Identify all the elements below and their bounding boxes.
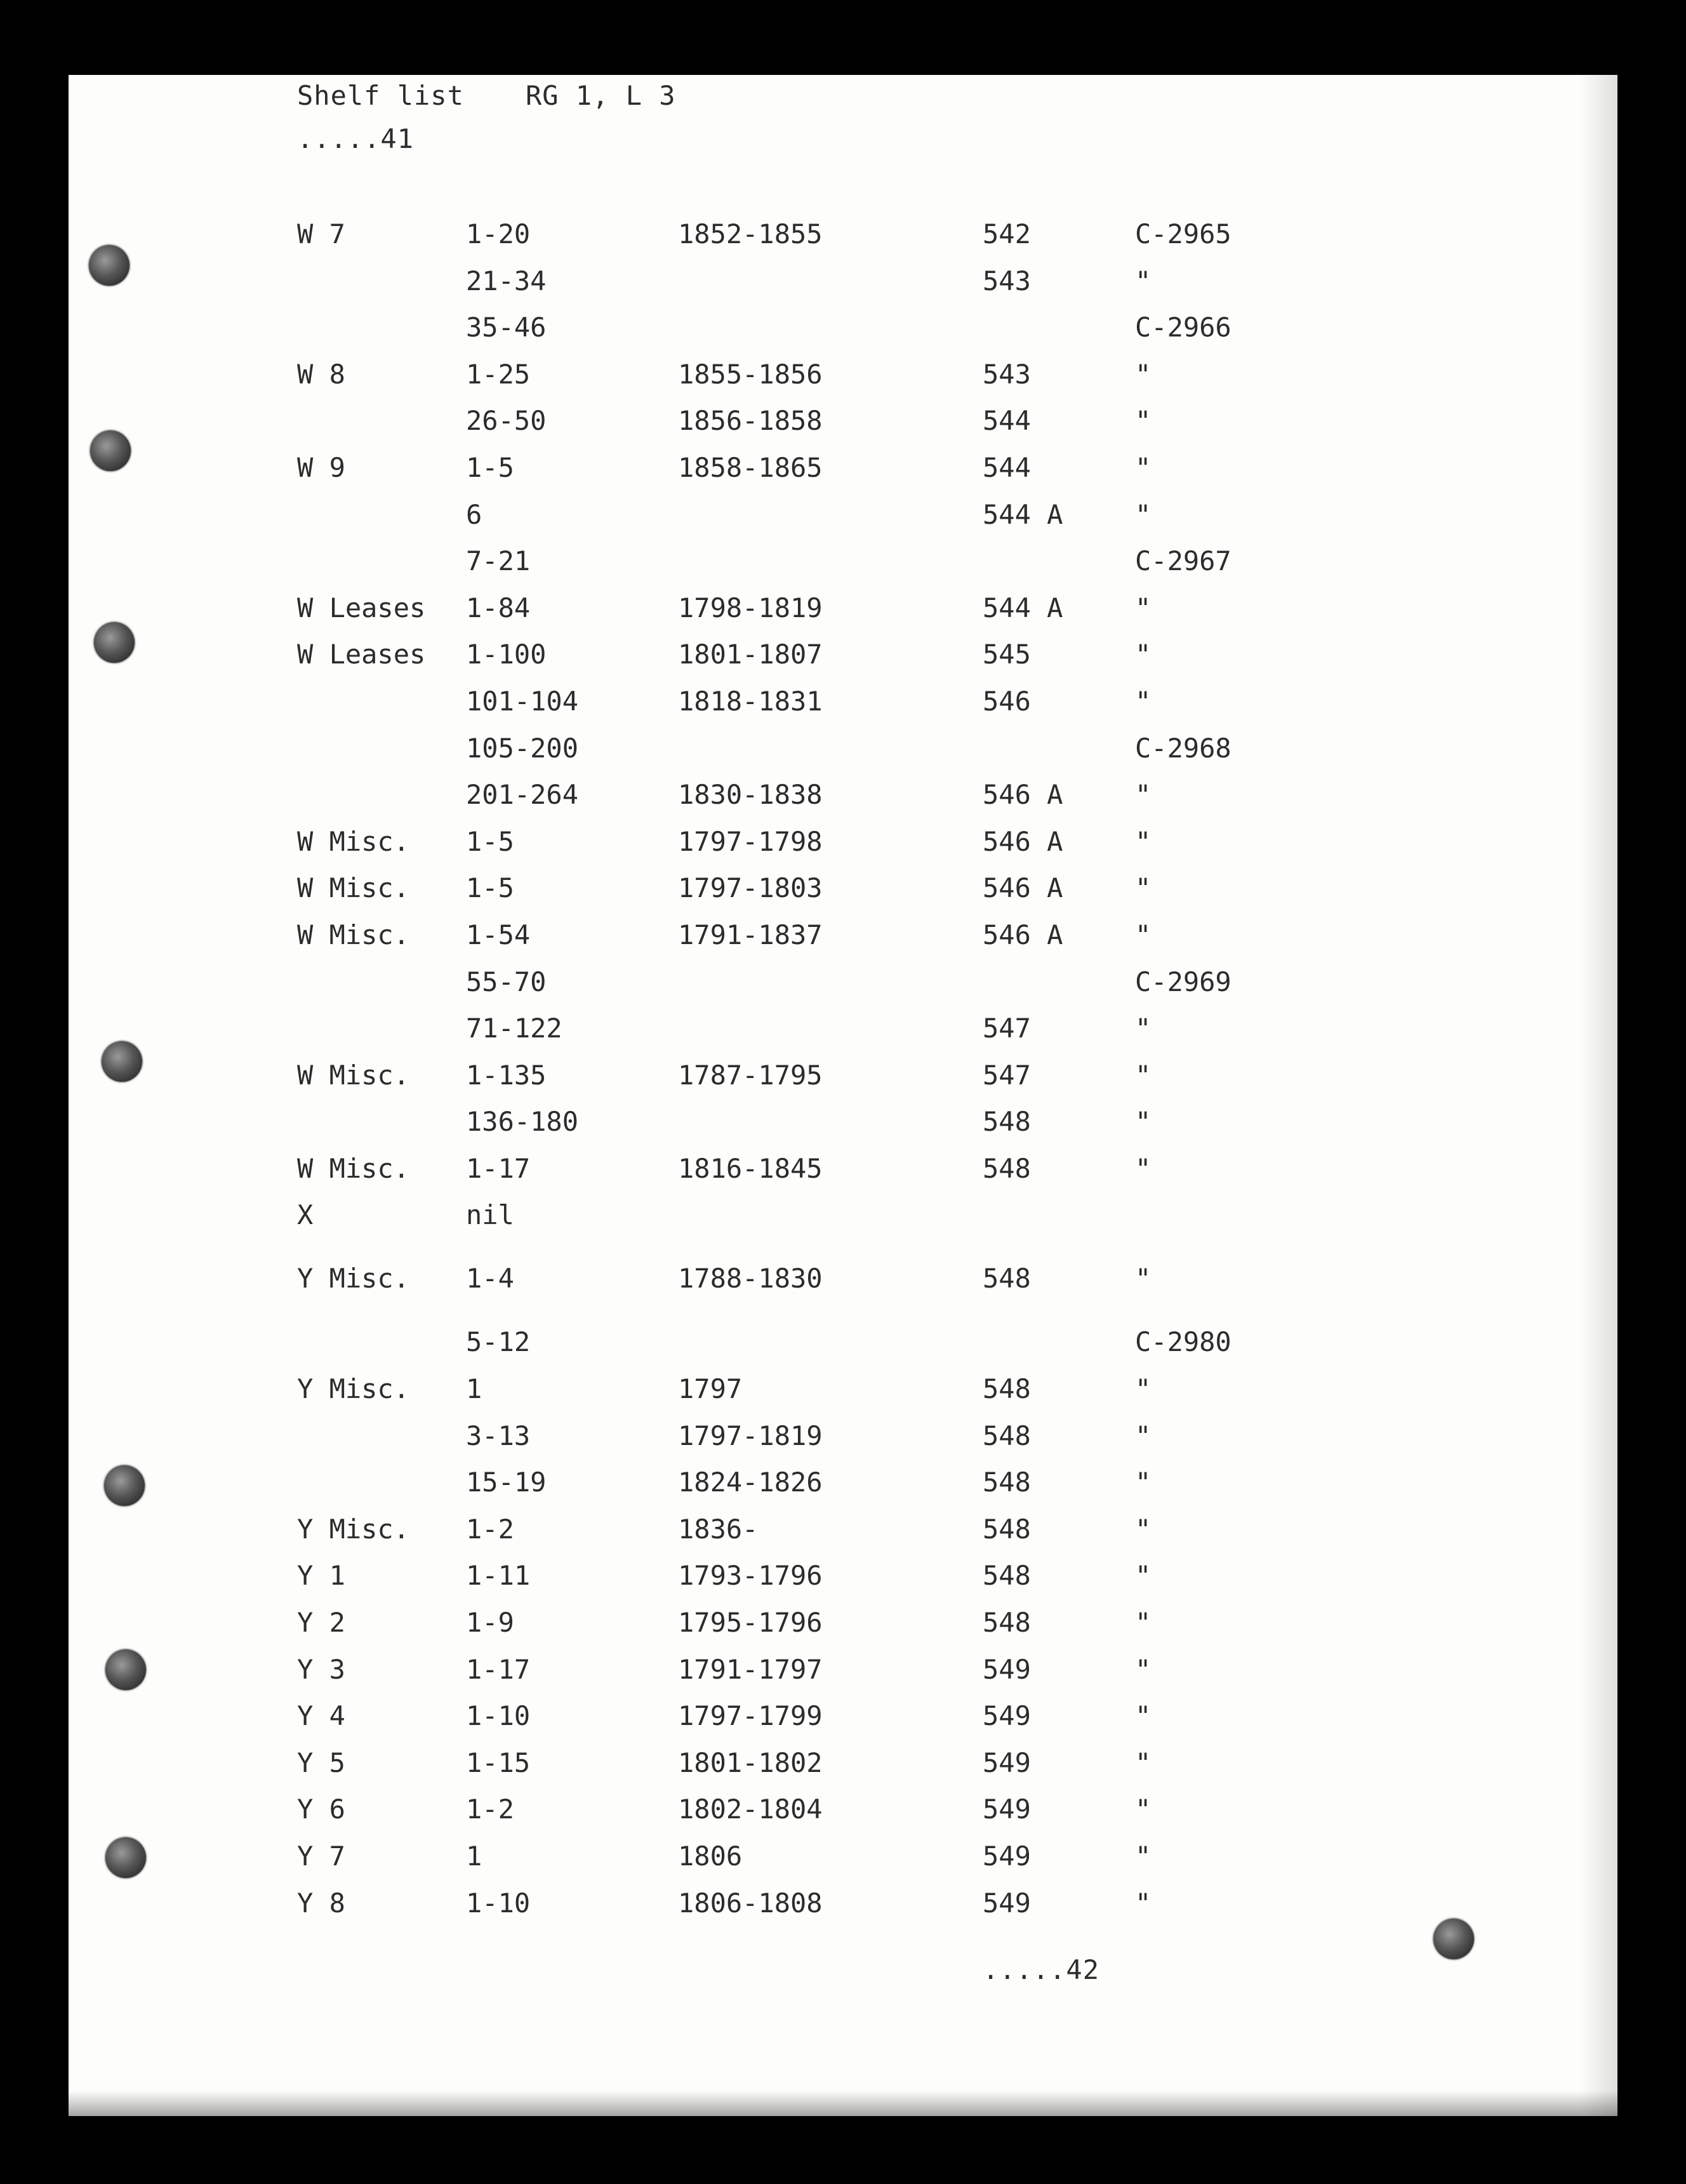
items-cell: 1-11 xyxy=(466,1560,531,1592)
reel-cell: C-2968 xyxy=(1135,732,1231,764)
reel-cell: C-2980 xyxy=(1135,1326,1231,1358)
items-cell: 1-4 xyxy=(466,1263,514,1295)
box-cell: 543 xyxy=(983,358,1031,390)
table-row xyxy=(69,1467,1617,1514)
dates-cell: 1802-1804 xyxy=(678,1794,823,1825)
items-cell: 26-50 xyxy=(466,405,547,437)
dates-cell: 1858-1865 xyxy=(678,451,823,483)
table-row xyxy=(69,1106,1617,1153)
dates-cell: 1856-1858 xyxy=(678,405,823,437)
continued-on-marker: .....42 xyxy=(983,1954,1100,1985)
box-cell: 549 xyxy=(983,1653,1031,1685)
reel-cell: " xyxy=(1135,405,1152,437)
box-cell: 547 xyxy=(983,1059,1031,1091)
box-cell: 548 xyxy=(983,1106,1031,1138)
items-cell: 6 xyxy=(466,498,482,530)
table-row xyxy=(69,545,1617,592)
dates-cell: 1795-1796 xyxy=(678,1607,823,1639)
box-cell: 543 xyxy=(983,265,1031,296)
box-cell: 544 A xyxy=(983,592,1063,623)
page-header xyxy=(297,80,676,111)
box-cell: 549 xyxy=(983,1887,1031,1919)
series-cell: Y 8 xyxy=(297,1887,345,1919)
table-row xyxy=(69,826,1617,873)
reel-cell: " xyxy=(1135,1747,1152,1778)
table-row xyxy=(69,1326,1617,1373)
reel-cell: " xyxy=(1135,1887,1152,1919)
table-row xyxy=(69,1747,1617,1794)
dates-cell: 1793-1796 xyxy=(678,1560,823,1592)
dates-cell: 1852-1855 xyxy=(678,218,823,250)
series-cell: W 8 xyxy=(297,358,345,390)
items-cell: 35-46 xyxy=(466,312,547,343)
series-cell: W Leases xyxy=(297,592,426,623)
table-row xyxy=(69,218,1617,265)
series-cell: W Misc. xyxy=(297,1152,410,1184)
reel-cell: " xyxy=(1135,592,1152,623)
items-cell: 55-70 xyxy=(466,966,547,997)
reel-cell: " xyxy=(1135,1653,1152,1685)
box-cell: 548 xyxy=(983,1607,1031,1639)
dates-cell: 1797 xyxy=(678,1373,743,1405)
items-cell: 71-122 xyxy=(466,1013,562,1044)
dates-cell: 1797-1803 xyxy=(678,872,823,904)
dates-cell: 1797-1798 xyxy=(678,825,823,857)
table-row xyxy=(69,1373,1617,1420)
items-cell: 105-200 xyxy=(466,732,579,764)
reel-cell: " xyxy=(1135,1607,1152,1639)
box-cell: 545 xyxy=(983,639,1031,670)
reel-cell: " xyxy=(1135,1467,1152,1498)
dates-cell: 1816-1845 xyxy=(678,1152,823,1184)
items-cell: 21-34 xyxy=(466,265,547,296)
reel-cell: " xyxy=(1135,1420,1152,1451)
dates-cell: 1824-1826 xyxy=(678,1467,823,1498)
items-cell: 1-5 xyxy=(466,872,514,904)
items-cell: 1-15 xyxy=(466,1747,531,1778)
items-cell: 7-21 xyxy=(466,545,531,577)
series-cell: W Misc. xyxy=(297,825,410,857)
reel-cell: " xyxy=(1135,1152,1152,1184)
items-cell: 1-84 xyxy=(466,592,531,623)
dates-cell: 1801-1807 xyxy=(678,639,823,670)
series-cell: Y 3 xyxy=(297,1653,345,1685)
series-cell: Y 4 xyxy=(297,1700,345,1732)
table-row xyxy=(69,639,1617,686)
box-cell: 544 A xyxy=(983,498,1063,530)
dates-cell: 1791-1797 xyxy=(678,1653,823,1685)
dates-cell: 1787-1795 xyxy=(678,1059,823,1091)
items-cell: 1-17 xyxy=(466,1653,531,1685)
series-cell: Y 6 xyxy=(297,1794,345,1825)
dates-cell: 1788-1830 xyxy=(678,1263,823,1295)
items-cell: 1-5 xyxy=(466,825,514,857)
series-cell: Y 2 xyxy=(297,1607,345,1639)
box-cell: 546 A xyxy=(983,919,1063,950)
box-cell: 548 xyxy=(983,1420,1031,1451)
items-cell: 1-2 xyxy=(466,1794,514,1825)
reel-cell: " xyxy=(1135,685,1152,717)
series-cell: W Misc. xyxy=(297,872,410,904)
table-row xyxy=(69,1514,1617,1561)
items-cell: 136-180 xyxy=(466,1106,579,1138)
box-cell: 548 xyxy=(983,1467,1031,1498)
reel-cell: " xyxy=(1135,498,1152,530)
table-row xyxy=(69,1420,1617,1467)
table-row xyxy=(69,359,1617,406)
series-cell: W 7 xyxy=(297,218,345,250)
table-row xyxy=(69,872,1617,919)
items-cell: 1-25 xyxy=(466,358,531,390)
series-cell: Y Misc. xyxy=(297,1513,410,1545)
record-group-reference: RG 1, L 3 xyxy=(526,80,676,111)
table-row xyxy=(69,265,1617,312)
table-row xyxy=(69,592,1617,639)
box-cell: 546 xyxy=(983,685,1031,717)
series-cell: W 9 xyxy=(297,451,345,483)
page-title: Shelf list xyxy=(297,80,464,111)
table-row xyxy=(69,686,1617,733)
reel-cell: " xyxy=(1135,1013,1152,1044)
table-row xyxy=(69,452,1617,499)
reel-cell: " xyxy=(1135,872,1152,904)
table-row xyxy=(69,1060,1617,1107)
dates-cell: 1797-1819 xyxy=(678,1420,823,1451)
series-cell: Y Misc. xyxy=(297,1373,410,1405)
reel-cell: " xyxy=(1135,1059,1152,1091)
table-row xyxy=(69,1841,1617,1888)
dates-cell: 1806-1808 xyxy=(678,1887,823,1919)
items-cell: 1-54 xyxy=(466,919,531,950)
box-cell: 549 xyxy=(983,1841,1031,1872)
box-cell: 549 xyxy=(983,1747,1031,1778)
box-cell: 549 xyxy=(983,1700,1031,1732)
items-cell: 15-19 xyxy=(466,1467,547,1498)
box-cell: 547 xyxy=(983,1013,1031,1044)
items-cell: 5-12 xyxy=(466,1326,531,1358)
box-cell: 548 xyxy=(983,1560,1031,1592)
items-cell: 1-20 xyxy=(466,218,531,250)
reel-cell: " xyxy=(1135,1263,1152,1295)
continued-from-marker: .....41 xyxy=(297,123,415,154)
reel-cell: " xyxy=(1135,825,1152,857)
document-page xyxy=(69,75,1617,2116)
table-row xyxy=(69,1794,1617,1841)
table-row xyxy=(69,1654,1617,1701)
reel-cell: " xyxy=(1135,779,1152,811)
items-cell: 1-100 xyxy=(466,639,547,670)
reel-cell: C-2966 xyxy=(1135,312,1231,343)
reel-cell: " xyxy=(1135,639,1152,670)
items-cell: 1 xyxy=(466,1373,482,1405)
table-row xyxy=(69,966,1617,1013)
items-cell: 1-9 xyxy=(466,1607,514,1639)
series-cell: X xyxy=(297,1199,314,1231)
dates-cell: 1855-1856 xyxy=(678,358,823,390)
series-cell: Y 1 xyxy=(297,1560,345,1592)
series-cell: Y 7 xyxy=(297,1841,345,1872)
items-cell: 3-13 xyxy=(466,1420,531,1451)
reel-cell: C-2969 xyxy=(1135,966,1231,997)
table-row xyxy=(69,1607,1617,1654)
reel-cell: " xyxy=(1135,451,1152,483)
items-cell: 1 xyxy=(466,1841,482,1872)
reel-cell: " xyxy=(1135,265,1152,296)
reel-cell: " xyxy=(1135,1106,1152,1138)
items-cell: 1-10 xyxy=(466,1887,531,1919)
series-cell: W Misc. xyxy=(297,919,410,950)
dates-cell: 1797-1799 xyxy=(678,1700,823,1732)
table-row xyxy=(69,312,1617,359)
table-row xyxy=(69,1888,1617,1934)
reel-cell: " xyxy=(1135,1560,1152,1592)
box-cell: 548 xyxy=(983,1263,1031,1295)
table-row xyxy=(69,1199,1617,1263)
table-row xyxy=(69,919,1617,966)
items-cell: 201-264 xyxy=(466,779,579,811)
dates-cell: 1798-1819 xyxy=(678,592,823,623)
items-cell: 1-10 xyxy=(466,1700,531,1732)
dates-cell: 1830-1838 xyxy=(678,779,823,811)
dates-cell: 1806 xyxy=(678,1841,743,1872)
table-row xyxy=(69,1013,1617,1060)
dates-cell: 1818-1831 xyxy=(678,685,823,717)
table-row xyxy=(69,733,1617,780)
reel-cell: " xyxy=(1135,1841,1152,1872)
series-cell: W Misc. xyxy=(297,1059,410,1091)
items-cell: 1-5 xyxy=(466,451,514,483)
box-cell: 548 xyxy=(983,1152,1031,1184)
reel-cell: " xyxy=(1135,1513,1152,1545)
page-shadow-bottom xyxy=(69,2091,1617,2116)
box-cell: 544 xyxy=(983,451,1031,483)
items-cell: 1-2 xyxy=(466,1513,514,1545)
table-row xyxy=(69,779,1617,826)
shelf-list-table xyxy=(69,218,1617,1934)
table-row xyxy=(69,1560,1617,1607)
items-cell: nil xyxy=(466,1199,514,1231)
reel-cell: C-2965 xyxy=(1135,218,1231,250)
box-cell: 542 xyxy=(983,218,1031,250)
dates-cell: 1801-1802 xyxy=(678,1747,823,1778)
box-cell: 548 xyxy=(983,1373,1031,1405)
reel-cell: C-2967 xyxy=(1135,545,1231,577)
table-row xyxy=(69,1700,1617,1747)
items-cell: 1-135 xyxy=(466,1059,547,1091)
box-cell: 546 A xyxy=(983,779,1063,811)
items-cell: 1-17 xyxy=(466,1152,531,1184)
dates-cell: 1836- xyxy=(678,1513,759,1545)
items-cell: 101-104 xyxy=(466,685,579,717)
dates-cell: 1791-1837 xyxy=(678,919,823,950)
table-row xyxy=(69,1153,1617,1200)
reel-cell: " xyxy=(1135,1373,1152,1405)
table-row xyxy=(69,1263,1617,1326)
box-cell: 549 xyxy=(983,1794,1031,1825)
series-cell: Y Misc. xyxy=(297,1263,410,1295)
series-cell: W Leases xyxy=(297,639,426,670)
series-cell: Y 5 xyxy=(297,1747,345,1778)
box-cell: 544 xyxy=(983,405,1031,437)
table-row xyxy=(69,405,1617,452)
reel-cell: " xyxy=(1135,919,1152,950)
box-cell: 546 A xyxy=(983,825,1063,857)
table-row xyxy=(69,499,1617,546)
reel-cell: " xyxy=(1135,358,1152,390)
box-cell: 548 xyxy=(983,1513,1031,1545)
reel-cell: " xyxy=(1135,1794,1152,1825)
box-cell: 546 A xyxy=(983,872,1063,904)
reel-cell: " xyxy=(1135,1700,1152,1732)
